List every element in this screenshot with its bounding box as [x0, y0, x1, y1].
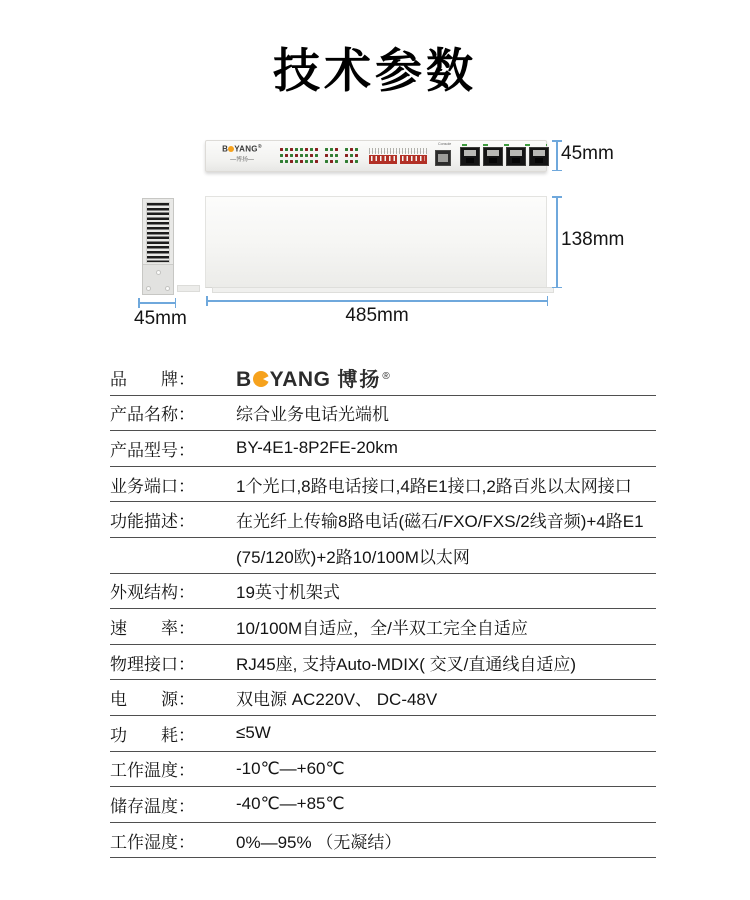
led-dot: [305, 160, 308, 163]
spec-row: [110, 431, 656, 467]
spec-row: [110, 396, 656, 432]
led-dot: [330, 148, 333, 151]
led-dot: [335, 148, 338, 151]
dip-switch-block: [369, 148, 427, 164]
led-dot: [330, 160, 333, 163]
spec-label: 品 牌：: [110, 369, 195, 389]
spec-label: 储存温度：: [110, 796, 195, 816]
led-dot: [335, 160, 338, 163]
rj45-port-icon: [460, 147, 480, 166]
device-front-view: [205, 140, 547, 172]
spec-label: 功 耗：: [110, 725, 195, 745]
led-dot: [290, 148, 293, 151]
spec-value: 19英寸机架式: [236, 583, 340, 603]
spec-value: RJ45座, 支持Auto-MDIX( 交叉/直通线自适应): [236, 654, 577, 674]
led-dot: [280, 160, 283, 163]
spec-row: [110, 645, 656, 681]
brand-logo-value: [236, 363, 390, 392]
led-dot: [280, 154, 283, 157]
led-dot: [285, 154, 288, 157]
led-dot: [350, 160, 353, 163]
spec-table: [110, 360, 656, 858]
spec-value: ≤5W: [236, 723, 271, 743]
led-dot: [310, 160, 313, 163]
spec-row: [110, 752, 656, 788]
spec-value: BY-4E1-8P2FE-20km: [236, 438, 398, 458]
brand-logo-cn: 博扬: [337, 368, 382, 391]
console-port: [432, 143, 454, 166]
led-dot: [295, 148, 298, 151]
spec-row: [110, 716, 656, 752]
led-array: [280, 148, 358, 163]
screw-icon: [157, 271, 160, 274]
dip-switch-icon: [369, 155, 397, 164]
spec-row: [110, 360, 656, 396]
led-row: [280, 148, 358, 151]
screw-icon: [147, 287, 150, 290]
led-dot: [295, 154, 298, 157]
rj45-port-icon: [483, 147, 503, 166]
spec-row: [110, 823, 656, 859]
console-port-label: Console: [438, 141, 452, 146]
spec-row: [110, 574, 656, 610]
led-dot: [295, 160, 298, 163]
led-dot: [325, 160, 328, 163]
led-dot: [290, 154, 293, 157]
ethernet-ports: [460, 147, 549, 166]
spec-value: 在光纤上传输8路电话(磁石/FXO/FXS/2线音频)+4路E1: [236, 512, 644, 532]
dimension-label-side-width: 45mm: [134, 308, 187, 329]
spec-row: [110, 502, 656, 538]
led-dot: [300, 148, 303, 151]
brand-logo-cn: —博扬—: [230, 156, 254, 163]
led-dot: [285, 148, 288, 151]
dimension-line-side-width: [138, 302, 176, 304]
device-top-view: [205, 196, 547, 288]
led-dot: [285, 160, 288, 163]
rj45-port-icon: [435, 150, 451, 166]
spec-label: 业务端口：: [110, 476, 195, 496]
spec-label: 速 率：: [110, 618, 195, 638]
dimension-label-depth: 138mm: [561, 229, 625, 250]
led-dot: [350, 154, 353, 157]
led-dot: [280, 148, 283, 151]
spec-label: 产品型号：: [110, 440, 195, 460]
spec-row: [110, 787, 656, 823]
led-dot: [290, 160, 293, 163]
brand-logo-text: B YANG®: [222, 144, 262, 154]
dimension-label-front-height: 45mm: [561, 143, 614, 164]
led-dot: [310, 148, 313, 151]
led-dot: [315, 154, 318, 157]
brand-logo-mark-icon: [253, 371, 269, 387]
spec-label: 工作湿度：: [110, 832, 195, 852]
led-dot: [315, 160, 318, 163]
led-row: [280, 154, 358, 157]
led-dot: [325, 154, 328, 157]
led-dot: [305, 154, 308, 157]
screw-icon: [166, 287, 169, 290]
spec-row: [110, 538, 656, 574]
vent-slats: [146, 202, 170, 263]
led-dot: [355, 148, 358, 151]
dimension-line-width: [206, 300, 548, 302]
led-dot: [345, 160, 348, 163]
spec-label: 功能描述：: [110, 512, 195, 532]
led-dot: [355, 154, 358, 157]
device-side-view: [142, 198, 174, 295]
dip-switch-legend: [369, 148, 427, 154]
spec-value: 0%—95% （无凝结）: [236, 832, 402, 852]
rj45-port-icon: [529, 147, 549, 166]
led-dot: [350, 148, 353, 151]
led-dot: [325, 148, 328, 151]
spec-row: [110, 467, 656, 503]
rack-ear: [177, 285, 200, 292]
registered-mark: ®: [382, 371, 390, 383]
brand-logo-text: YANG: [269, 367, 331, 391]
side-plate: [143, 264, 173, 294]
brand-logo-text: B: [236, 367, 252, 391]
spec-value: -10℃—+60℃: [236, 758, 345, 778]
spec-label: 工作温度：: [110, 761, 195, 781]
led-dot: [305, 148, 308, 151]
brand-logo-panel: [216, 145, 268, 163]
dip-switch-icon: [400, 155, 428, 164]
spec-row: [110, 609, 656, 645]
spec-label: 物理接口：: [110, 654, 195, 674]
rj45-port-icon: [506, 147, 526, 166]
spec-value: 1个光口,8路电话接口,4路E1接口,2路百兆以太网接口: [236, 476, 632, 496]
spec-value: 10/100M自适应，全/半双工完全自适应: [236, 618, 528, 638]
spec-value: 双电源 AC220V、 DC-48V: [236, 690, 438, 710]
led-dot: [345, 154, 348, 157]
led-dot: [345, 148, 348, 151]
led-dot: [335, 154, 338, 157]
spec-label: 外观结构：: [110, 583, 195, 603]
dimension-label-width: 485mm: [345, 305, 409, 326]
spec-value: (75/120欧)+2路10/100M以太网: [236, 547, 470, 567]
led-dot: [315, 148, 318, 151]
page-title: 技术参数: [273, 44, 477, 97]
dimension-line-depth: [556, 196, 558, 288]
spec-label: 电 源：: [110, 690, 195, 710]
spec-label: 产品名称：: [110, 405, 195, 425]
spec-value: 综合业务电话光端机: [236, 405, 389, 425]
led-dot: [300, 154, 303, 157]
led-dot: [330, 154, 333, 157]
led-dot: [355, 160, 358, 163]
led-row: [280, 160, 358, 163]
led-dot: [310, 154, 313, 157]
led-dot: [300, 160, 303, 163]
dimension-line-front-height: [556, 140, 558, 171]
spec-value: -40℃—+85℃: [236, 794, 345, 814]
spec-row: [110, 680, 656, 716]
